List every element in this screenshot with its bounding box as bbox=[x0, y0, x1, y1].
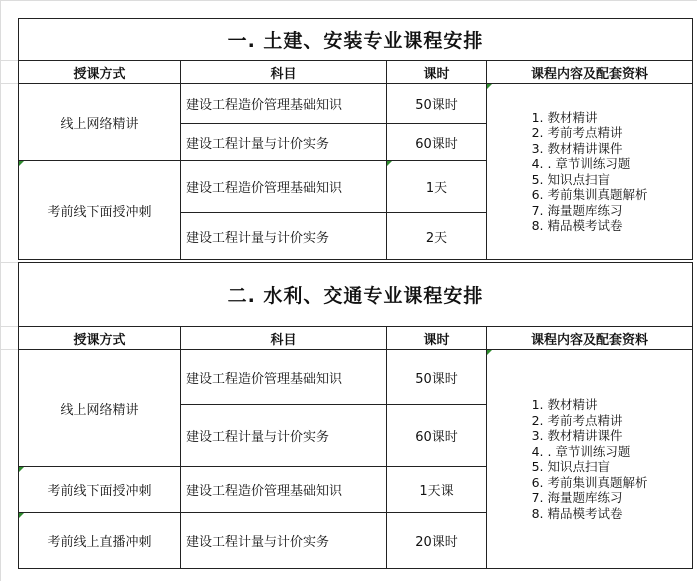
content-item: 7. 海量题库练习 bbox=[531, 490, 623, 505]
content-item: 4. . 章节训练习题 bbox=[531, 443, 631, 459]
header-subject: 科目 bbox=[181, 61, 387, 84]
gridline bbox=[0, 60, 18, 61]
header-subject: 科目 bbox=[181, 327, 387, 350]
subject-cell: 建设工程计量与计价实务 bbox=[181, 405, 387, 467]
gridline bbox=[0, 326, 18, 327]
header-content: 课程内容及配套资料 bbox=[487, 327, 693, 350]
hours-cell: 50课时 bbox=[387, 84, 487, 124]
subject-cell: 建设工程造价管理基础知识 bbox=[181, 84, 387, 124]
method-cell: 线上网络精讲 bbox=[19, 350, 181, 467]
content-cell bbox=[487, 350, 693, 569]
gridline bbox=[0, 0, 697, 1]
header-method: 授课方式 bbox=[19, 61, 181, 84]
gridline bbox=[0, 349, 18, 350]
gridline bbox=[0, 83, 18, 84]
content-item: 1. 教材精讲 bbox=[531, 397, 598, 412]
subject-cell: 建设工程计量与计价实务 bbox=[181, 124, 387, 161]
method-cell: 线上网络精讲 bbox=[19, 84, 181, 161]
header-hours: 课时 bbox=[387, 61, 487, 84]
hours-cell: 1天课 bbox=[387, 467, 487, 513]
content-item: 2. 考前考点精讲 bbox=[531, 125, 623, 140]
content-cell bbox=[487, 84, 693, 260]
gridline bbox=[0, 262, 18, 263]
content-item: 6. 考前集训真题解析 bbox=[531, 187, 648, 202]
hours-cell: 20课时 bbox=[387, 513, 487, 569]
hours-cell: 50课时 bbox=[387, 350, 487, 405]
header-method: 授课方式 bbox=[19, 327, 181, 350]
content-list bbox=[532, 110, 648, 234]
content-item: 8. 精品模考试卷 bbox=[531, 218, 623, 233]
subject-cell: 建设工程计量与计价实务 bbox=[181, 513, 387, 569]
content-item: 3. 教材精讲课件 bbox=[531, 428, 623, 443]
hours-cell: 60课时 bbox=[387, 405, 487, 467]
subject-cell: 建设工程造价管理基础知识 bbox=[181, 350, 387, 405]
content-item: 1. 教材精讲 bbox=[531, 109, 598, 125]
method-cell: 考前线下面授冲刺 bbox=[19, 467, 181, 513]
content-item: 6. 考前集训真题解析 bbox=[531, 474, 648, 490]
hours-cell: 1天 bbox=[387, 161, 487, 213]
content-item: 4. . 章节训练习题 bbox=[531, 156, 631, 171]
hours-cell: 2天 bbox=[387, 213, 487, 260]
content-item: 5. 知识点扫盲 bbox=[531, 459, 610, 474]
content-item: 8. 精品模考试卷 bbox=[531, 505, 623, 521]
section-1-table bbox=[18, 18, 693, 260]
gridline bbox=[0, 0, 1, 581]
subject-cell: 建设工程造价管理基础知识 bbox=[181, 161, 387, 213]
content-list bbox=[532, 397, 648, 521]
header-hours: 课时 bbox=[387, 327, 487, 350]
content-item: 7. 海量题库练习 bbox=[531, 202, 623, 218]
content-item: 3. 教材精讲课件 bbox=[531, 140, 623, 156]
section-2-table bbox=[18, 262, 693, 569]
content-item: 5. 知识点扫盲 bbox=[531, 171, 610, 187]
section-1-title: 一. 土建、安装专业课程安排 bbox=[19, 19, 693, 61]
method-cell: 考前线下面授冲刺 bbox=[19, 161, 181, 260]
section-2-title: 二. 水利、交通专业课程安排 bbox=[19, 263, 693, 327]
method-cell: 考前线上直播冲刺 bbox=[19, 513, 181, 569]
subject-cell: 建设工程造价管理基础知识 bbox=[181, 467, 387, 513]
content-item: 2. 考前考点精讲 bbox=[531, 412, 623, 428]
header-content: 课程内容及配套资料 bbox=[487, 61, 693, 84]
hours-cell: 60课时 bbox=[387, 124, 487, 161]
subject-cell: 建设工程计量与计价实务 bbox=[181, 213, 387, 260]
